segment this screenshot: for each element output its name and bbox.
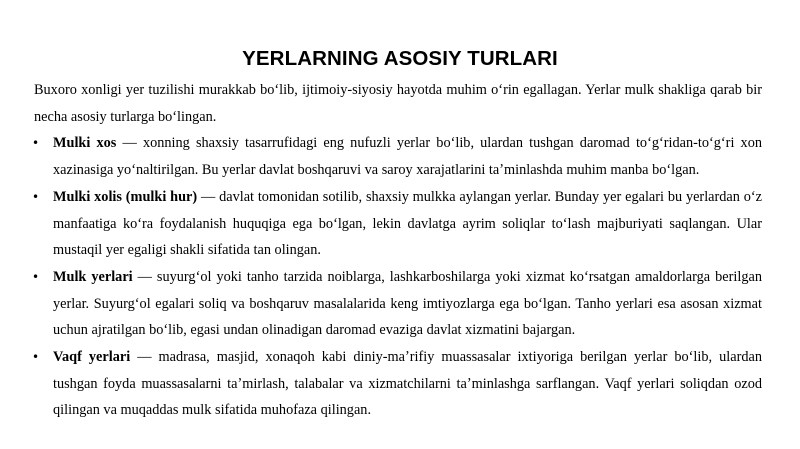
list-item-mulki-xolis bbox=[34, 184, 762, 264]
slide-body bbox=[34, 77, 762, 424]
list-item-description: — davlat tomonidan sotilib, shaxsiy mulkka aylangan yerlar. Bunday yer egalari bu yerlardan oʻz manfaatiga koʻra foydalanish huquqiga ega boʻlgan, lekin davlatga ayrim soliqlar toʻlash majburiyati saqlangan. Ular mustaqil yer egaligi shakli sifatida tan olingan. bbox=[53, 188, 762, 259]
slide-title: YERLARNING ASOSIY TURLARI bbox=[242, 47, 558, 70]
list-item-term: Mulk yerlari bbox=[53, 268, 133, 285]
list-item-mulk-yerlari bbox=[34, 264, 762, 344]
bullet-icon: • bbox=[32, 136, 40, 151]
bullet-icon: • bbox=[32, 269, 40, 284]
list-item-description: — suyurgʻol yoki tanho tarzida noiblarga, lashkarboshilarga yoki xizmat koʻrsatgan amaldorlarga berilgan yerlar. Suyurgʻol egalari soliq va boshqaruv masalalarida keng imtiyozlarga ega boʻlgan. Tanho yerlari esa asosan xizmat uchun ajratilgan boʻlib, egasi undan olinadigan daromad evaziga davlat xizmatini bajargan. bbox=[53, 268, 762, 339]
bullet-icon: • bbox=[32, 350, 40, 365]
list-item-description: — madrasa, masjid, xonaqoh kabi diniy-maʼrifiy muassasalar ixtiyoriga berilgan yerlar boʻlib, ulardan tushgan foyda muassasalarni taʼmirlash, talabalar va xizmatchilarni taʼminlashga sarflangan. Vaqf yerlari soliqdan ozod qilingan va muqaddas mulk sifatida muhofaza qilingan. bbox=[53, 349, 762, 419]
list-item-vaqf-yerlari bbox=[34, 344, 762, 424]
bullet-icon: • bbox=[32, 189, 40, 204]
land-types-list bbox=[34, 130, 762, 424]
list-item-term: Mulki xos bbox=[53, 135, 117, 152]
list-item-mulki-xos bbox=[34, 130, 762, 183]
list-item-term: Vaqf yerlari bbox=[53, 349, 131, 366]
intro-paragraph: Buxoro xonligi yer tuzilishi murakkab boʻlib, ijtimoiy-siyosiy hayotda muhim oʻrin egallagan. Yerlar mulk shakliga qarab bir necha asosiy turlarga boʻlingan. bbox=[34, 82, 762, 125]
list-item-description: — xonning shaxsiy tasarrufidagi eng nufuzli yerlar boʻlib, ulardan tushgan daromad toʻgʻridan-toʻgʻri xon xazinasiga yoʻnaltirilgan. Bu yerlar davlat boshqaruvi va saroy xarajatlarini taʼminlashda muhim manba boʻlgan. bbox=[53, 135, 763, 179]
list-item-term: Mulki xolis (mulki hur) bbox=[53, 188, 198, 205]
